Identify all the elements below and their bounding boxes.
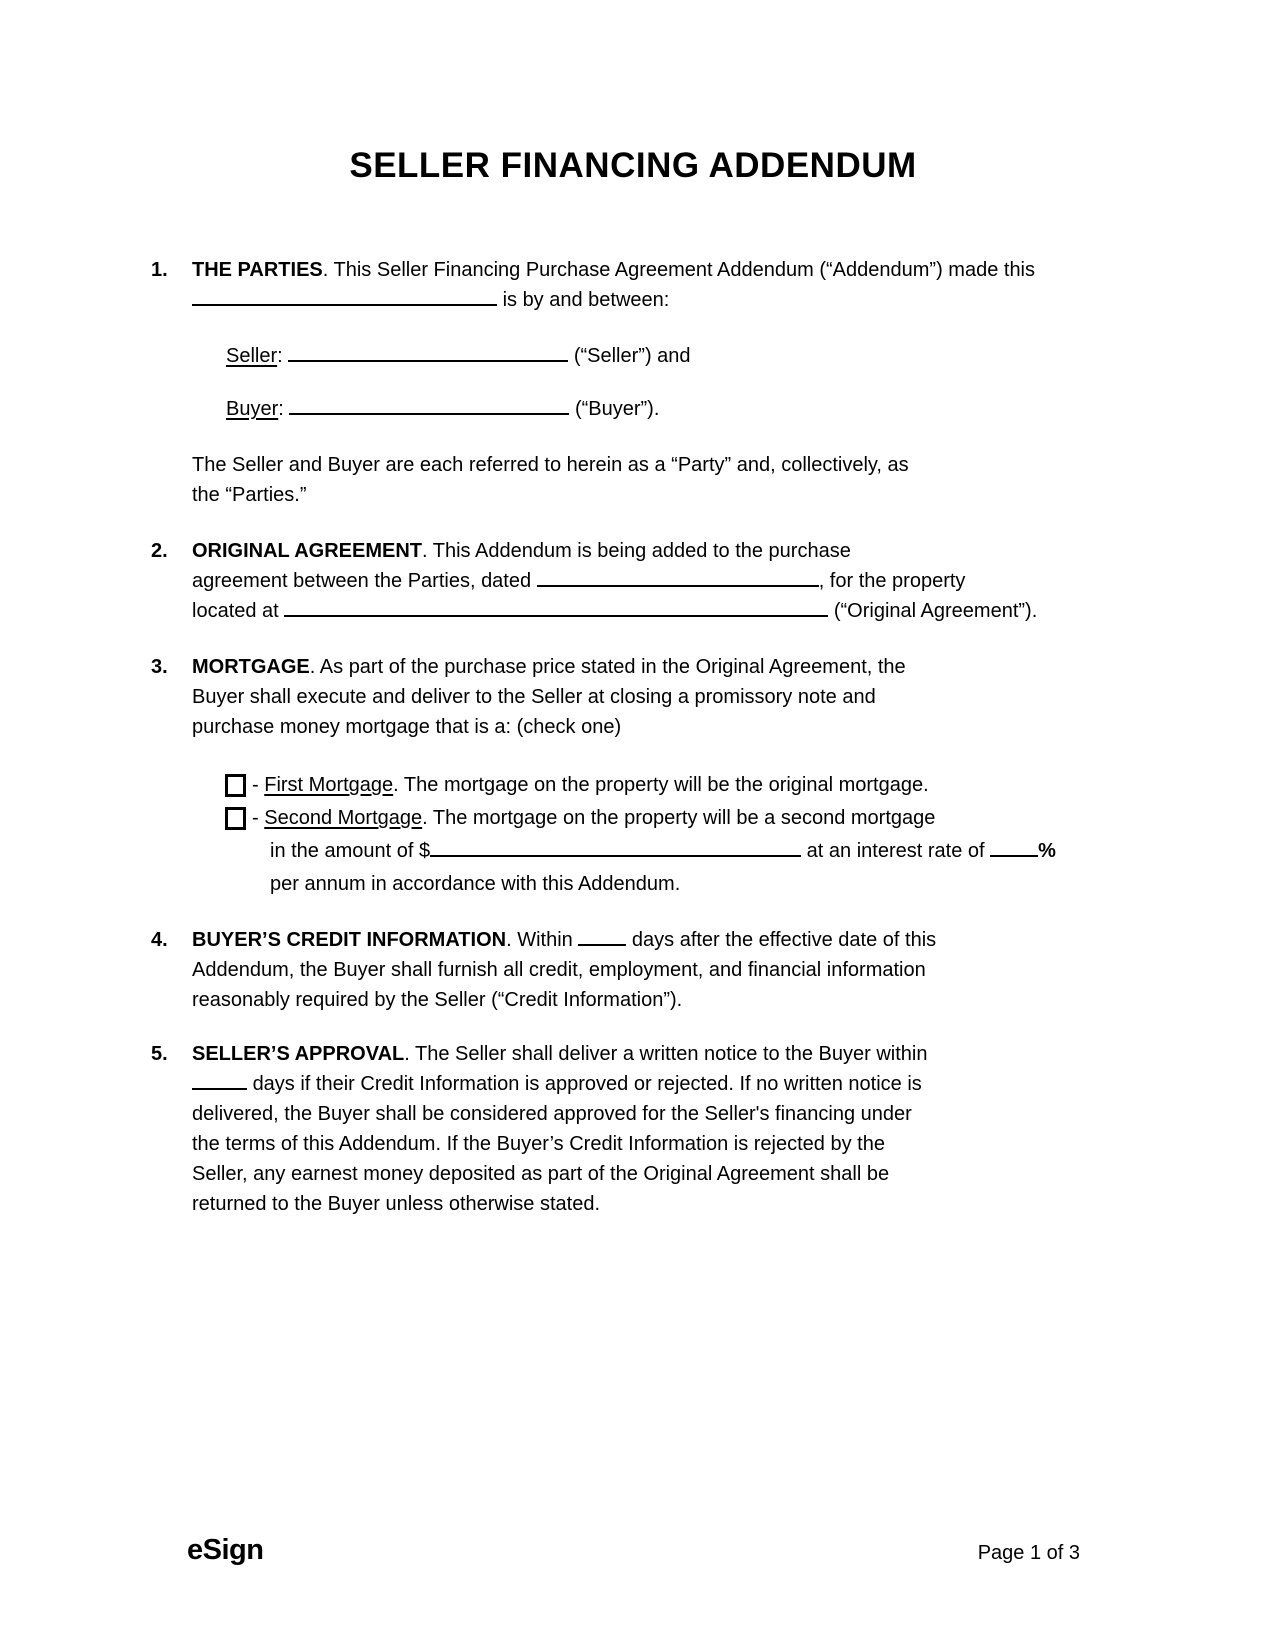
seller-label: Seller xyxy=(226,345,278,367)
first-mortgage-option: - First Mortgage. The mortgage on the property will be the original mortgage. xyxy=(225,769,1115,802)
section-sellers-approval: 5. SELLER’S APPROVAL. The Seller shall deliver a written notice to the Buyer within days if their Credit Information is approved or rejected. If no written notice is delivered, the Buyer shall be considered approved for the Seller's financing under the terms of this Addendum. If the Buyer’s Credit Information is rejected by the Seller, any earnest money deposited as part of the Original Agreement shall be returned to the Buyer unless otherwise stated. xyxy=(151,1039,1115,1219)
mortgage-options xyxy=(192,769,1115,901)
property-address-blank[interactable] xyxy=(284,599,828,617)
page-indicator: Page 1 of 3 xyxy=(977,1542,1080,1564)
parties-definition: The Seller and Buyer are each referred to herein as a “Party” and, collectively, as the “Parties.” xyxy=(192,454,909,506)
section-number: 1. xyxy=(151,259,168,281)
page-footer xyxy=(151,1534,1110,1567)
section-number: 3. xyxy=(151,656,168,678)
section-original-agreement: 2. ORIGINAL AGREEMENT. This Addendum is being added to the purchase agreement between the Parties, dated , for the property located at (“Original Agreement”). xyxy=(151,536,1115,626)
section-heading: THE PARTIES xyxy=(192,259,323,281)
document-title: SELLER FINANCING ADDENDUM xyxy=(349,146,917,185)
section-number: 5. xyxy=(151,1043,168,1065)
section-heading: MORTGAGE xyxy=(192,656,310,678)
section-mortgage: 3. MORTGAGE. As part of the purchase price stated in the Original Agreement, the Buyer shall execute and deliver to the Seller at closing a promissory note and purchase money mortgage that is a: (check one) - First Mortgage. The mortgage on the property will be the original mortgage. - Second Mortgage. The mortgage on the property will be a second mortgage in the amount of $ at an interest rate of % per annum in accordance with this Addendum. xyxy=(151,652,1115,901)
parties-intro: THE PARTIES. This Seller Financing Purchase Agreement Addendum (“Addendum”) made this is by and between: xyxy=(192,259,1036,311)
addendum-date-blank[interactable] xyxy=(192,288,497,306)
section-buyers-credit-information: 4. BUYER’S CREDIT INFORMATION. Within days after the effective date of this Addendum, the Buyer shall furnish all credit, employment, and financial information reasonably required by the Seller (“Credit Information”). xyxy=(151,925,1115,1015)
section-the-parties xyxy=(151,255,1115,510)
seller-row: Seller: (“Seller”) and xyxy=(226,345,691,367)
esign-logo: eSign xyxy=(187,1534,264,1566)
second-mortgage-option: - Second Mortgage. The mortgage on the property will be a second mortgage in the amount of $ at an interest rate of % per annum in accordance with this Addendum. xyxy=(225,802,1115,901)
buyer-name-blank[interactable] xyxy=(289,397,569,415)
credit-days-blank[interactable] xyxy=(578,928,626,946)
second-mortgage-label: Second Mortgage xyxy=(264,807,423,829)
section-number: 2. xyxy=(151,540,168,562)
approval-days-blank[interactable] xyxy=(192,1072,247,1090)
first-mortgage-checkbox[interactable] xyxy=(225,774,246,797)
second-mortgage-checkbox[interactable] xyxy=(225,807,246,830)
buyer-row: Buyer: (“Buyer”). xyxy=(226,398,660,420)
mortgage-amount-blank[interactable] xyxy=(430,839,801,857)
first-mortgage-label: First Mortgage xyxy=(264,774,394,796)
section-heading: BUYER’S CREDIT INFORMATION xyxy=(192,929,507,951)
buyer-label: Buyer xyxy=(226,398,279,420)
section-number: 4. xyxy=(151,929,168,951)
seller-name-blank[interactable] xyxy=(288,344,568,362)
section-heading: SELLER’S APPROVAL xyxy=(192,1043,405,1065)
interest-rate-blank[interactable] xyxy=(990,839,1038,857)
agreement-date-blank[interactable] xyxy=(537,569,819,587)
section-heading: ORIGINAL AGREEMENT xyxy=(192,540,423,562)
